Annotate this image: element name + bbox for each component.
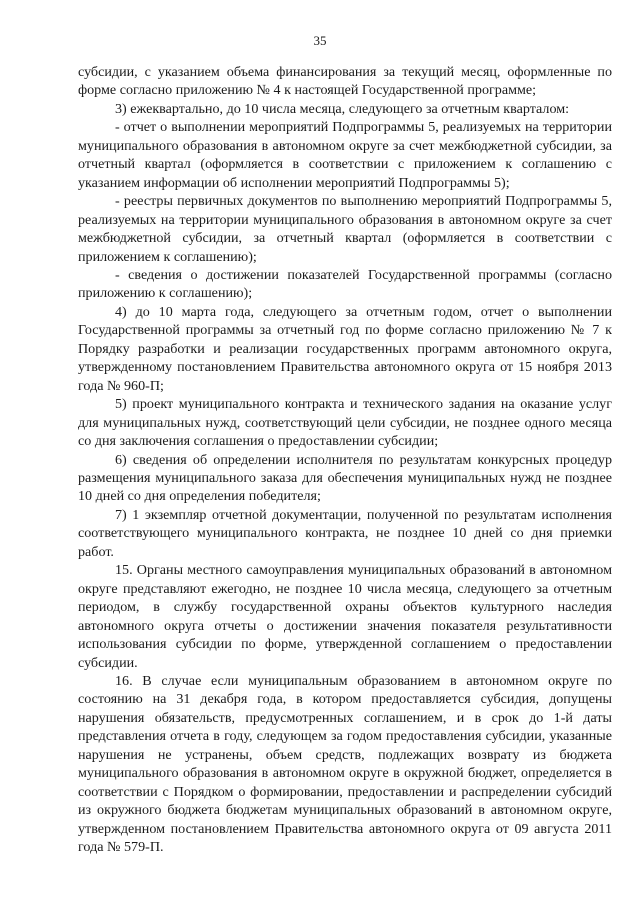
paragraph: 15. Органы местного самоуправления муниципальных образований в автономном округе представляют ежегодно, не позднее 10 числа месяца, следующего за отчетным периодом, в службу государственной охраны объектов культурного наследия автономного округа отчеты о достижении значения показателя результативности использования субсидии по форме, утвержденной соглашением о предоставлении субсидии. bbox=[78, 562, 612, 671]
paragraph: 7) 1 экземпляр отчетной документации, полученной по результатам исполнения соответствующего муниципального контракта, не позднее 10 дней со дня приемки работ. bbox=[78, 506, 612, 560]
paragraph: - реестры первичных документов по выполнению мероприятий Подпрограммы 5, реализуемых на территории муниципального образования в автономном округе за счет межбюджетной субсидии, за отчетный квартал (оформляется в соответствии с приложением к соглашению); bbox=[78, 193, 612, 265]
paragraph: - сведения о достижении показателей Государственной программы (согласно приложению к соглашению); bbox=[78, 266, 612, 302]
document-body bbox=[78, 63, 612, 856]
page-number: 35 bbox=[313, 33, 327, 48]
paragraph: 4) до 10 марта года, следующего за отчетным годом, отчет о выполнении Государственной программы за отчетный год по форме согласно приложению № 7 к Порядку разработки и реализации государственных программ автономного округа, утвержденному постановлением Правительства автономного округа от 15 ноября 2013 года № 960-П; bbox=[78, 303, 612, 394]
paragraph: - отчет о выполнении мероприятий Подпрограммы 5, реализуемых на территории муниципального образования в автономном округе за счет межбюджетной субсидии, за отчетный квартал (оформляется в соответствии с приложением к соглашению с указанием информации об исполнении мероприятий Подпрограммы 5); bbox=[78, 119, 612, 191]
paragraph: 5) проект муниципального контракта и технического задания на оказание услуг для муниципальных нужд, соответствующий цели субсидии, не позднее одного месяца со дня заключения соглашения о предоставлении субсидии; bbox=[78, 396, 612, 450]
paragraph: 16. В случае если муниципальным образованием в автономном округе по состоянию на 31 декабря года, в котором предоставляется субсидия, допущены нарушения обязательств, предусмотренных соглашением, и в срок до 1-й даты представления отчета в году, следующем за годом предоставления субсидии, указанные нарушения не устранены, объем средств, подлежащих возврату из бюджета муниципального образования в автономном округе в окружной бюджет, определяется в соответствии с Порядком о формировании, предоставлении и распределении субсидий из окружного бюджета бюджетам муниципальных образований в автономном округе, утвержденном постановлением Правительства автономного округа от 09 августа 2011 года № 579-П. bbox=[78, 672, 612, 856]
paragraph: 6) сведения об определении исполнителя по результатам конкурсных процедур размещения муниципального заказа для обеспечения муниципальных нужд не позднее 10 дней со дня определения победителя; bbox=[78, 451, 612, 505]
paragraph: 3) ежеквартально, до 10 числа месяца, следующего за отчетным кварталом: bbox=[115, 100, 570, 117]
paragraph: субсидии, с указанием объема финансирования за текущий месяц, оформленные по форме согласно приложению № 4 к настоящей Государственной программе; bbox=[78, 64, 612, 99]
